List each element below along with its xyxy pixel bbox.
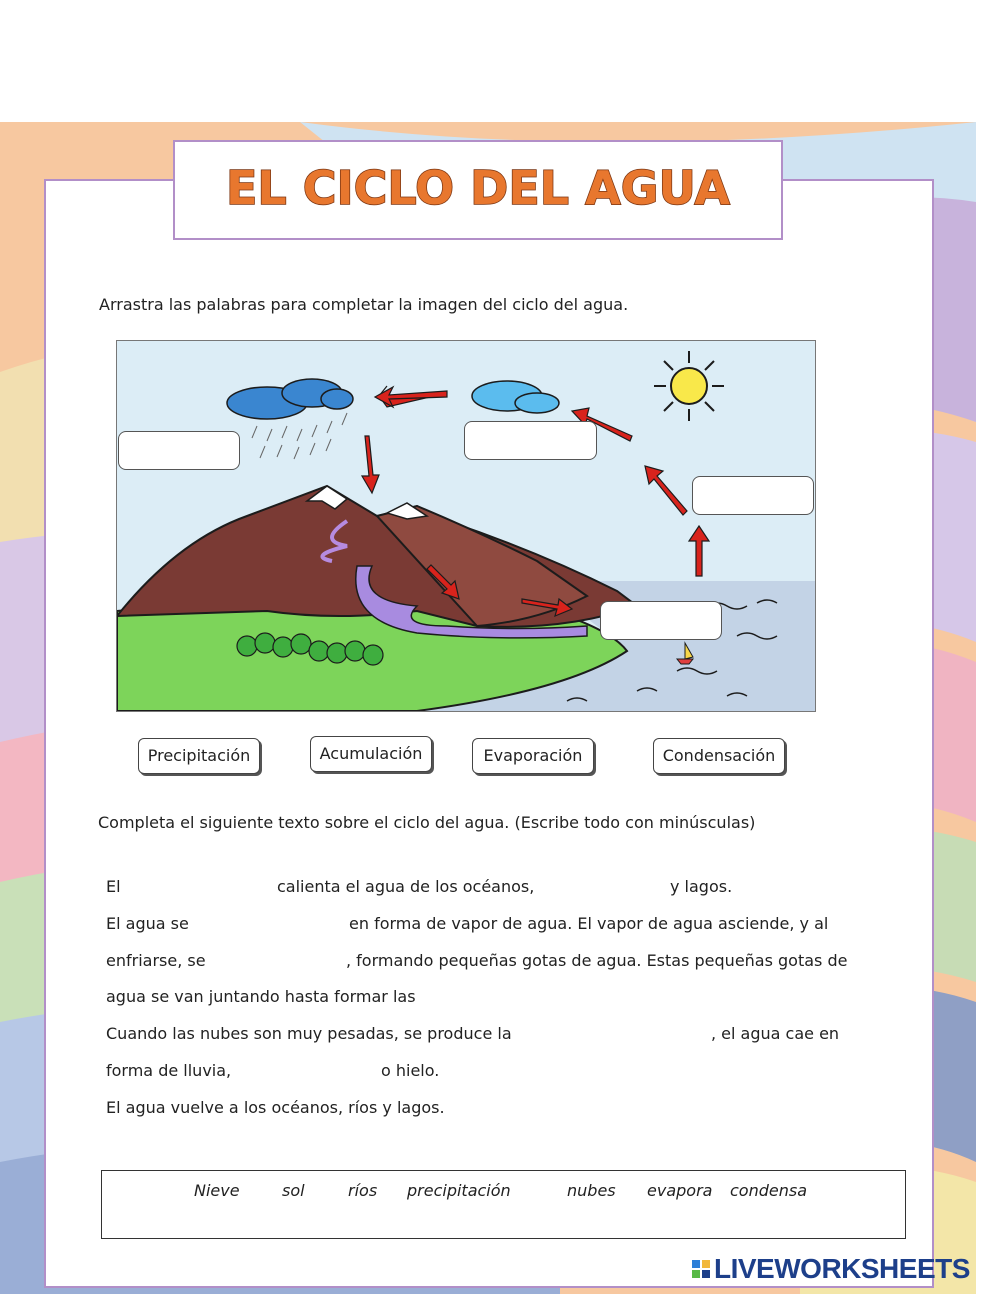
word-bank-item: Nieve	[194, 1181, 240, 1200]
drag-word-acumulacion[interactable]: Acumulación	[310, 736, 432, 772]
text-line-6	[106, 1060, 906, 1082]
logo-icon	[692, 1260, 710, 1278]
text-segment: en forma de vapor de agua. El vapor de agua asciende, y al	[349, 914, 829, 933]
logo-text: LIVEWORKSHEETS	[714, 1253, 970, 1284]
text-line-7	[106, 1097, 906, 1119]
word-bank-item: condensa	[730, 1181, 808, 1200]
water-cycle-illustration	[116, 340, 816, 712]
blank-input-nieve[interactable]	[251, 1060, 376, 1082]
word-bank-item: nubes	[567, 1181, 616, 1200]
word-bank-item: sol	[282, 1181, 305, 1200]
drag-word-precipitacion[interactable]: Precipitación	[138, 738, 260, 774]
blank-input-evapora[interactable]	[201, 913, 346, 935]
text-segment: , el agua cae en	[711, 1024, 840, 1043]
blank-input-precipitacion[interactable]	[551, 1023, 711, 1045]
instruction-drag: Arrastra las palabras para completar la imagen del ciclo del agua.	[99, 295, 629, 314]
text-line-2	[106, 913, 906, 935]
text-segment: agua se van juntando hasta formar las	[106, 987, 416, 1006]
page-title-text: EL CICLO DEL AGUA	[225, 161, 731, 215]
text-segment: y lagos.	[670, 877, 733, 896]
text-segment: , formando pequeñas gotas de agua. Estas pequeñas gotas de	[346, 951, 848, 970]
word-bank-item: evapora	[647, 1181, 713, 1200]
word-bank-item: ríos	[348, 1181, 378, 1200]
text-line-5	[106, 1023, 906, 1045]
text-line-3	[106, 950, 906, 972]
blank-input-sol[interactable]	[136, 876, 276, 898]
drag-word-evaporacion[interactable]: Evaporación	[472, 738, 594, 774]
text-line-4	[106, 986, 906, 1008]
text-segment: El agua se	[106, 914, 189, 933]
sun-icon	[654, 351, 724, 421]
word-bank	[101, 1170, 906, 1239]
drop-target-accumulation[interactable]	[600, 601, 722, 640]
drop-target-evaporation[interactable]	[692, 476, 814, 515]
word-bank-item: precipitación	[407, 1181, 511, 1200]
text-segment: El	[106, 877, 121, 896]
drop-target-condensation[interactable]	[464, 421, 597, 460]
blank-input-nubes[interactable]	[458, 986, 618, 1008]
blank-input-condensa[interactable]	[226, 950, 346, 972]
text-segment: enfriarse, se	[106, 951, 206, 970]
text-segment: forma de lluvia,	[106, 1061, 232, 1080]
text-segment: Cuando las nubes son muy pesadas, se produce la	[106, 1024, 512, 1043]
blank-input-rios[interactable]	[566, 876, 666, 898]
title-frame	[173, 140, 783, 240]
text-line-1	[106, 876, 906, 898]
text-segment: o hielo.	[381, 1061, 440, 1080]
instruction-complete: Completa el siguiente texto sobre el ciclo del agua. (Escribe todo con minúsculas)	[98, 813, 756, 832]
drag-word-condensacion[interactable]: Condensación	[653, 738, 785, 774]
text-segment: El agua vuelve a los océanos, ríos y lagos.	[106, 1098, 445, 1117]
drop-target-precipitation[interactable]	[118, 431, 240, 470]
page-title	[175, 142, 781, 238]
text-segment: calienta el agua de los océanos,	[277, 877, 535, 896]
